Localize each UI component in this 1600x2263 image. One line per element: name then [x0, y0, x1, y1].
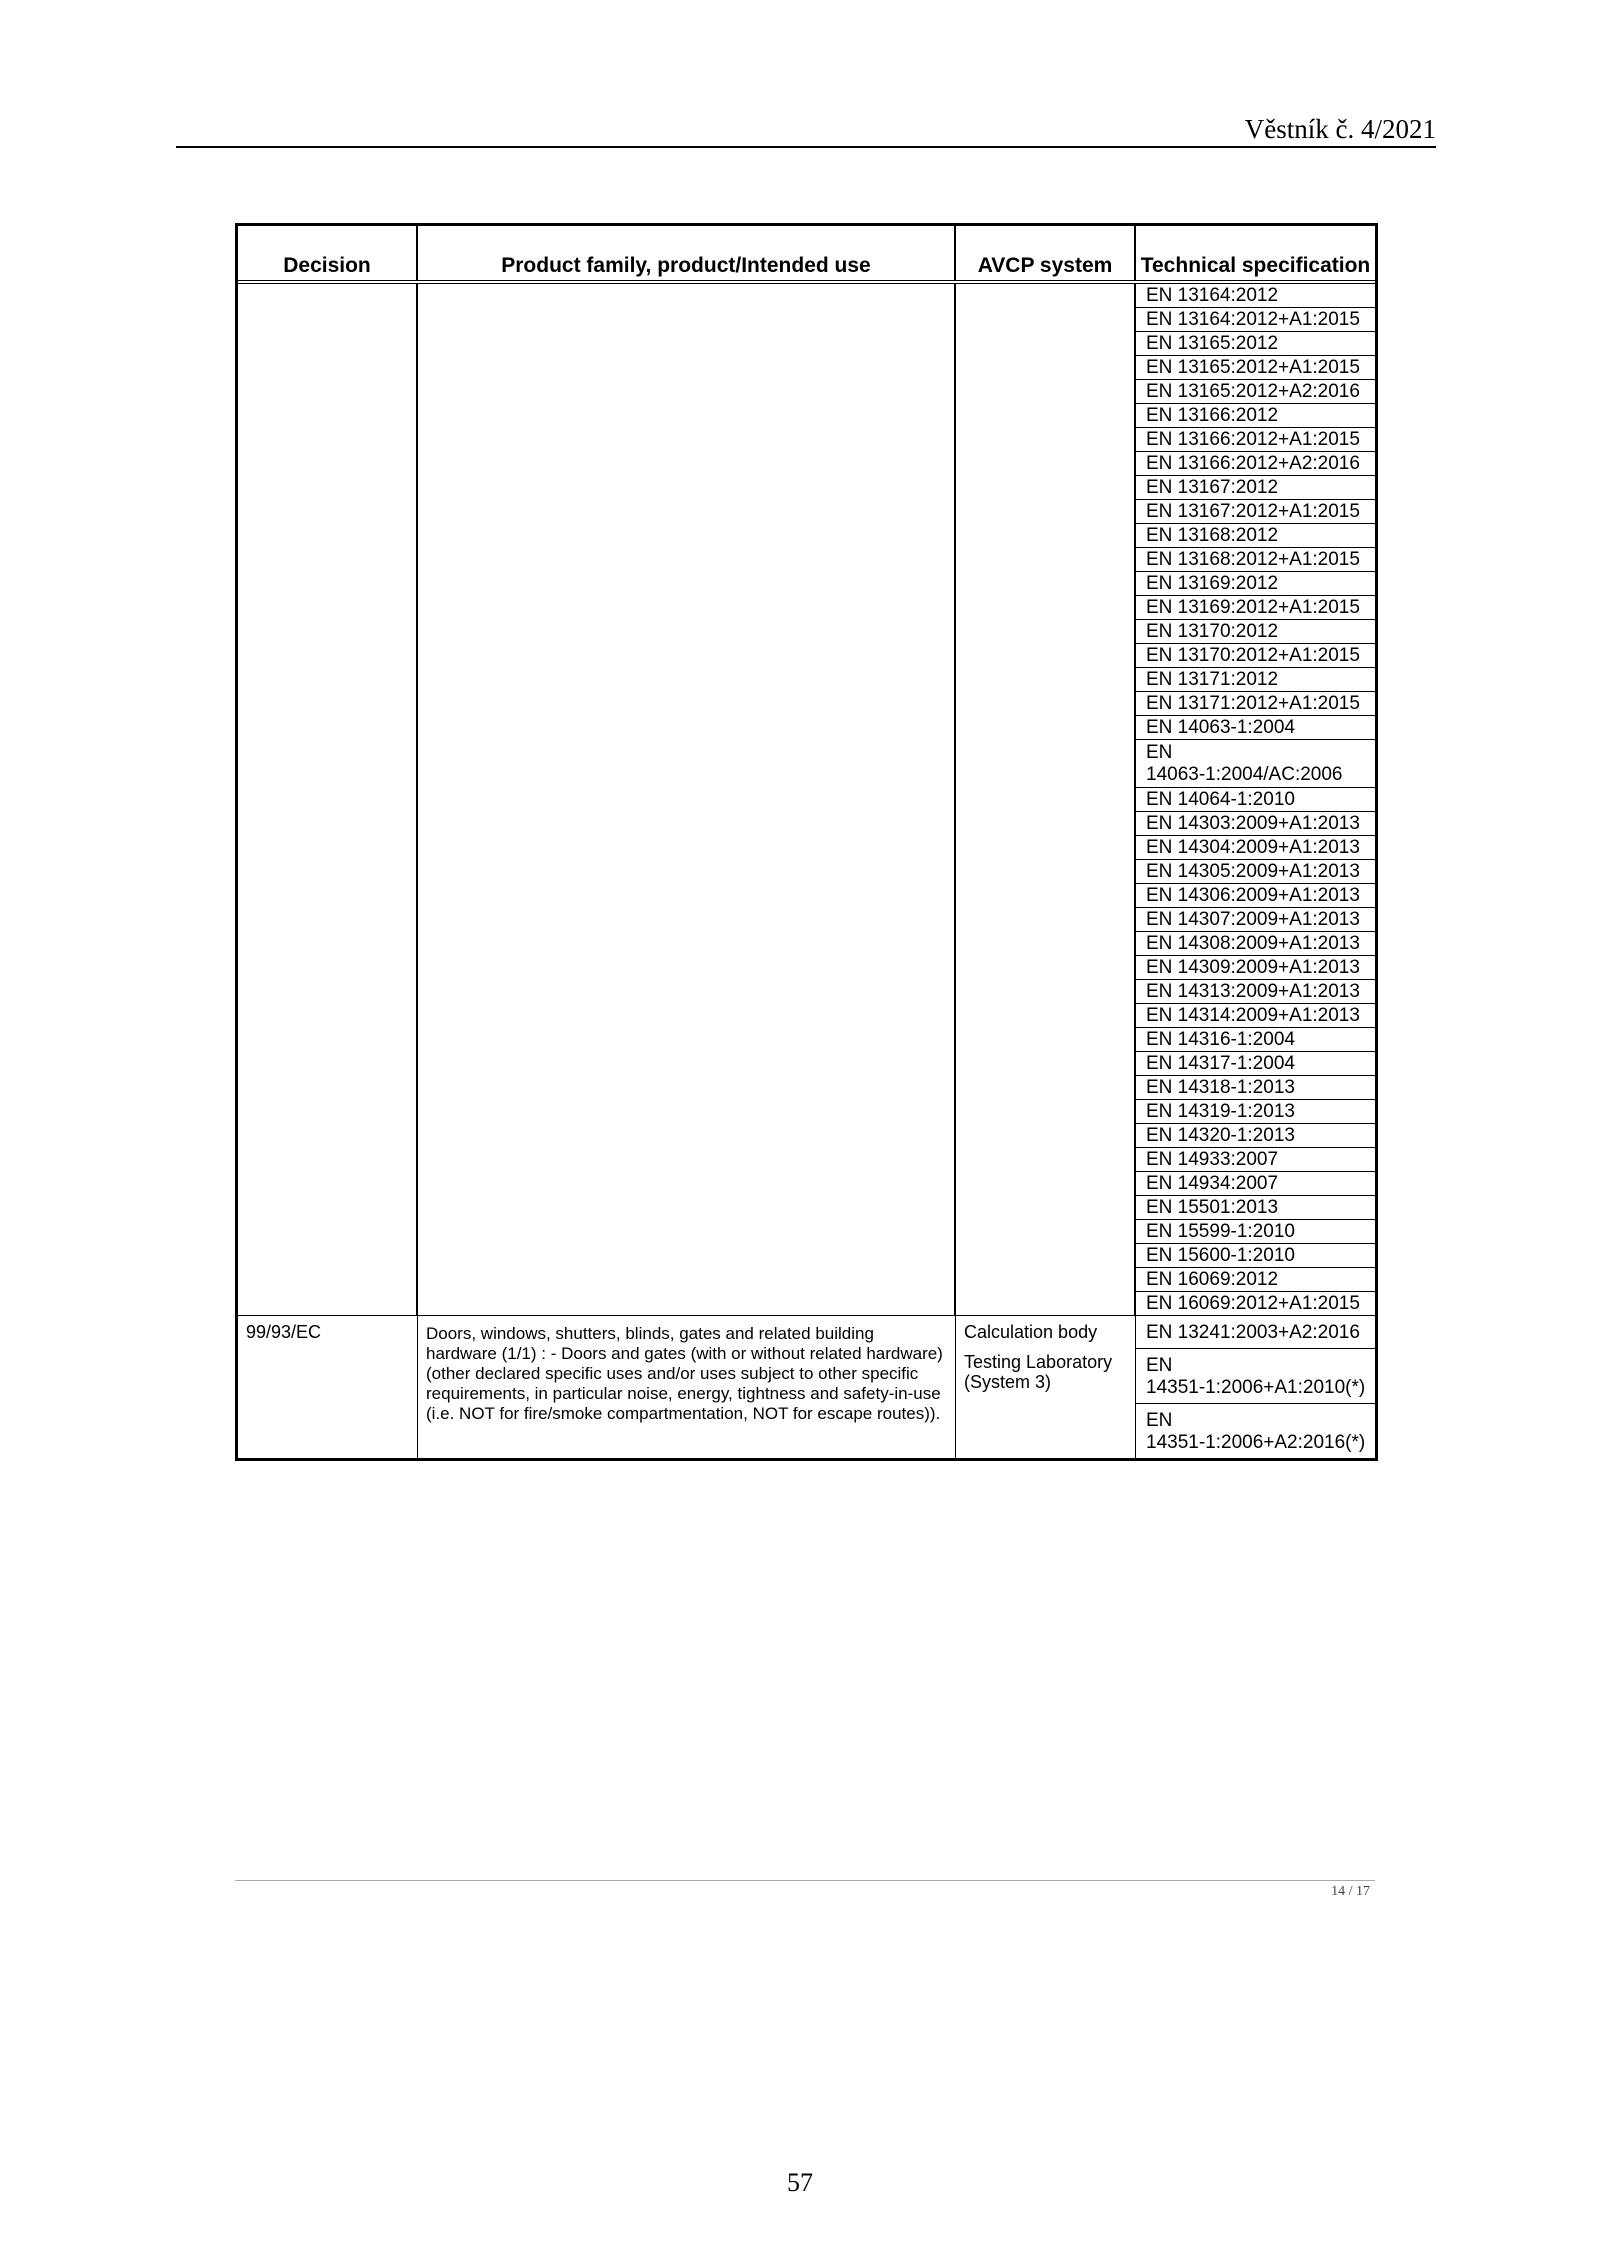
column-header-technical-spec: Technical specification [1140, 254, 1371, 277]
spec-item: EN 14063-1:2004/AC:2006 [1136, 740, 1375, 788]
spec-item: EN 13170:2012+A1:2015 [1136, 644, 1375, 668]
spec-item: EN 13165:2012+A1:2015 [1136, 356, 1375, 380]
spec-item: EN 13166:2012 [1136, 404, 1375, 428]
spec-item: EN 14306:2009+A1:2013 [1136, 884, 1375, 908]
spec-item: EN 14318-1:2013 [1136, 1076, 1375, 1100]
avcp-cell [956, 1316, 1136, 1458]
decision-cell: 99/93/EC [238, 1316, 418, 1458]
spec-item: EN 16069:2012 [1136, 1268, 1375, 1292]
spec-item: EN 14319-1:2013 [1136, 1100, 1375, 1124]
column-header-product: Product family, product/Intended use [418, 226, 956, 280]
page-number: 57 [787, 2168, 813, 2197]
spec-list [1136, 1316, 1375, 1458]
spec-item: EN 14934:2007 [1136, 1172, 1375, 1196]
spec-item: EN 14064-1:2010 [1136, 788, 1375, 812]
spec-item: EN 13168:2012+A1:2015 [1136, 548, 1375, 572]
spec-list [1136, 284, 1375, 1315]
spec-item: EN 14317-1:2004 [1136, 1052, 1375, 1076]
spec-item: EN 14304:2009+A1:2013 [1136, 836, 1375, 860]
table-header-row [238, 226, 1375, 284]
spec-item: EN 13170:2012 [1136, 620, 1375, 644]
spec-item: EN 13164:2012 [1136, 284, 1375, 308]
avcp-item: Calculation body [964, 1322, 1098, 1342]
spec-item: EN 13241:2003+A2:2016 [1136, 1316, 1375, 1349]
spec-item: EN 14303:2009+A1:2013 [1136, 812, 1375, 836]
spec-item: EN 16069:2012+A1:2015 [1146, 1293, 1360, 1314]
technical-spec-cell [1136, 284, 1375, 1315]
table-row-continuation [238, 284, 1375, 1316]
spec-item: EN 14320-1:2013 [1136, 1124, 1375, 1148]
spec-item: EN 14351-1:2006+A2:2016(*) [1146, 1410, 1366, 1453]
spec-item: EN 13167:2012 [1136, 476, 1375, 500]
spec-item: EN 13165:2012 [1136, 332, 1375, 356]
spec-item: EN 13166:2012+A2:2016 [1136, 452, 1375, 476]
spec-item: EN 13167:2012+A1:2015 [1136, 500, 1375, 524]
footer-divider [235, 1880, 1375, 1881]
journal-title: Věstník č. 4/2021 [1244, 114, 1436, 144]
spec-item: EN 13171:2012+A1:2015 [1136, 692, 1375, 716]
spec-item: EN 13164:2012+A1:2015 [1136, 308, 1375, 332]
spec-item: EN 15599-1:2010 [1136, 1220, 1375, 1244]
specification-table [235, 223, 1378, 1461]
spec-item: EN 13166:2012+A1:2015 [1136, 428, 1375, 452]
spec-item: EN 14351-1:2006+A1:2010(*) [1136, 1349, 1375, 1404]
technical-spec-cell [1136, 1316, 1375, 1458]
spec-item: EN 14933:2007 [1136, 1148, 1375, 1172]
spec-item: EN 13171:2012 [1136, 668, 1375, 692]
column-header-avcp: AVCP system [956, 226, 1136, 280]
spec-item: EN 13168:2012 [1136, 524, 1375, 548]
product-cell [418, 284, 956, 1315]
spec-item: EN 13165:2012+A2:2016 [1136, 380, 1375, 404]
spec-item: EN 14309:2009+A1:2013 [1136, 956, 1375, 980]
spec-item: EN 14305:2009+A1:2013 [1136, 860, 1375, 884]
header-divider [176, 146, 1436, 148]
table-row-99-93-ec [238, 1316, 1375, 1458]
spec-item: EN 14307:2009+A1:2013 [1136, 908, 1375, 932]
page-count: 14 / 17 [1331, 1884, 1370, 1899]
spec-item: EN 15501:2013 [1136, 1196, 1375, 1220]
spec-item: EN 14313:2009+A1:2013 [1136, 980, 1375, 1004]
avcp-item: Testing Laboratory (System 3) [964, 1352, 1113, 1392]
product-cell: Doors, windows, shutters, blinds, gates and related building hardware (1/1) : - Doors and gates (with or without related hardware) (other declared specific uses and/or uses subject to other specific requirements, in particular noise, energy, tightness and safety-in-use (i.e. NOT for fire/smoke compartmentation, NOT for escape routes)). [418, 1316, 956, 1458]
column-header-decision: Decision [238, 226, 418, 280]
decision-cell [238, 284, 418, 1315]
spec-item: EN 13169:2012 [1136, 572, 1375, 596]
spec-item: EN 14063-1:2004 [1136, 716, 1375, 740]
spec-item: EN 14316-1:2004 [1136, 1028, 1375, 1052]
spec-item: EN 14314:2009+A1:2013 [1136, 1004, 1375, 1028]
spec-item: EN 14308:2009+A1:2013 [1136, 932, 1375, 956]
spec-item: EN 13169:2012+A1:2015 [1136, 596, 1375, 620]
avcp-cell [956, 284, 1136, 1315]
spec-item: EN 15600-1:2010 [1136, 1244, 1375, 1268]
